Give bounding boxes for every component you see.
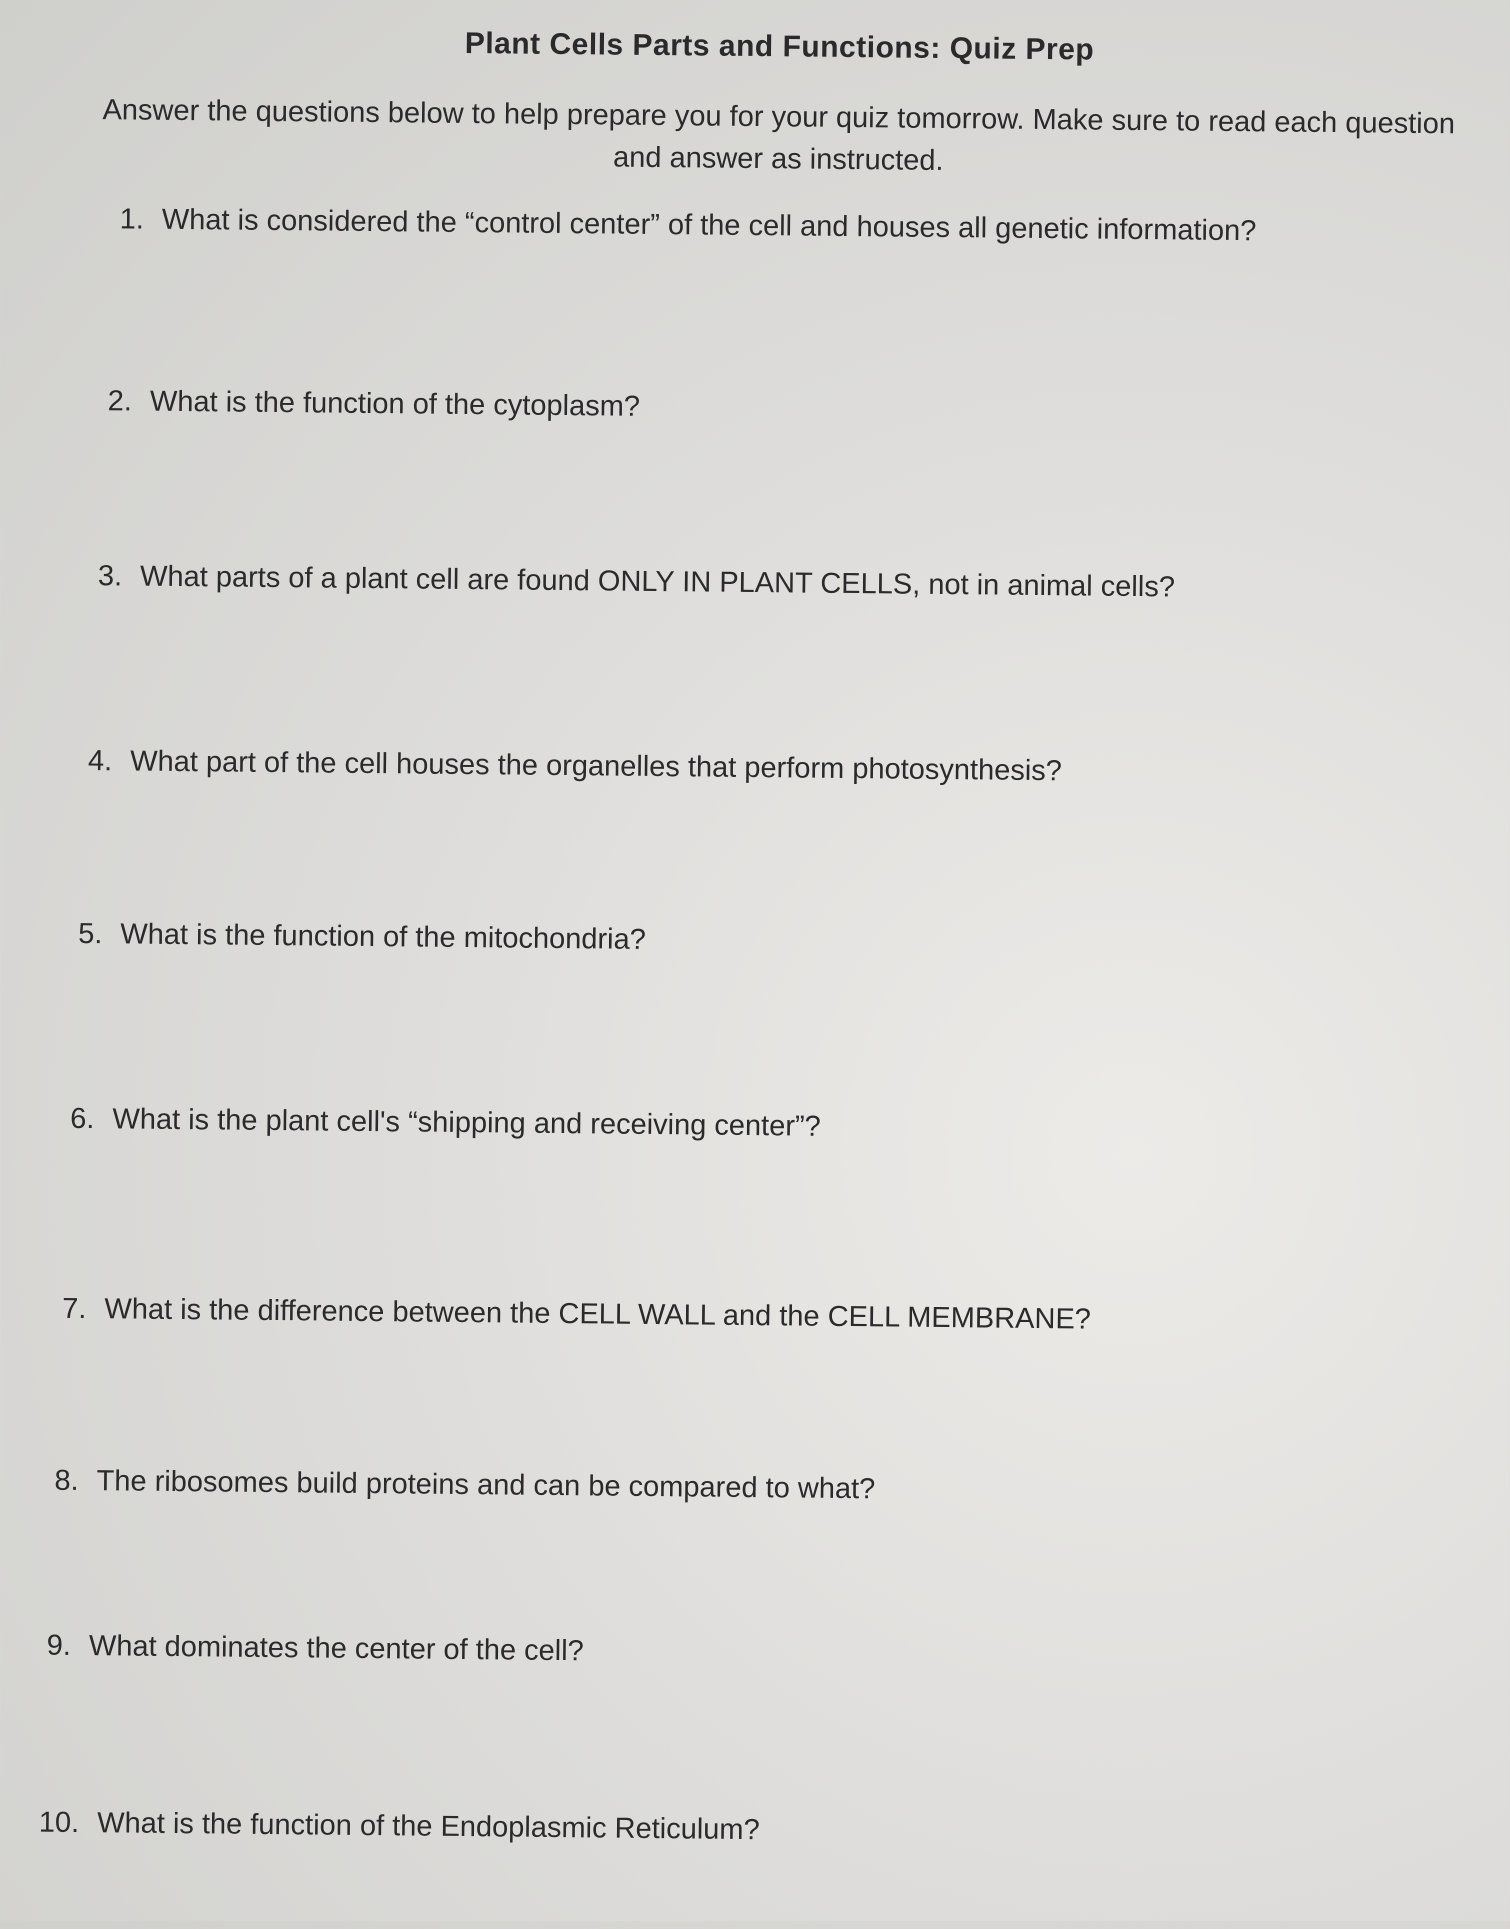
question-text: What is considered the “control center” of the cell and houses all genetic information? xyxy=(161,203,1257,248)
question-number: 5. xyxy=(78,917,103,951)
question-8 xyxy=(54,1465,875,1507)
question-text: What is the function of the mitochondria? xyxy=(120,918,647,956)
question-number: 8. xyxy=(54,1464,79,1497)
question-7 xyxy=(62,1293,1091,1337)
question-number: 10. xyxy=(38,1806,80,1840)
question-number: 2. xyxy=(107,385,133,418)
question-text: What dominates the center of the cell? xyxy=(88,1630,584,1668)
question-5 xyxy=(78,918,646,957)
question-number: 7. xyxy=(62,1292,87,1326)
question-3 xyxy=(98,560,1175,604)
question-9 xyxy=(47,1630,584,1669)
worksheet-title: Plant Cells Parts and Functions: Quiz Prep xyxy=(464,26,1095,67)
question-10 xyxy=(39,1807,760,1848)
question-number: 6. xyxy=(70,1102,95,1136)
question-1 xyxy=(119,203,1256,248)
question-text: What is the function of the cytoplasm? xyxy=(149,385,641,423)
question-text: What parts of a plant cell are found ONLY IN PLANT CELLS, not in animal cells? xyxy=(139,560,1176,604)
question-text: What part of the cell houses the organelles that perform photosynthesis? xyxy=(130,745,1063,788)
question-6 xyxy=(70,1103,821,1144)
question-text: What is the difference between the CELL WALL and the CELL MEMBRANE? xyxy=(104,1293,1092,1336)
question-number: 1. xyxy=(119,203,145,236)
instructions: Answer the questions below to help prepare you for your quiz tomorrow. Make sure to read each question and answer as instructed. xyxy=(102,94,1456,177)
question-4 xyxy=(88,745,1062,788)
question-text: What is the plant cell's “shipping and receiving center”? xyxy=(112,1103,821,1143)
question-number: 3. xyxy=(97,560,123,593)
question-number: 4. xyxy=(87,745,113,778)
question-2 xyxy=(108,385,641,424)
question-text: What is the function of the Endoplasmic Reticulum? xyxy=(97,1807,760,1847)
question-number: 9. xyxy=(46,1629,72,1662)
question-text: The ribosomes build proteins and can be compared to what? xyxy=(96,1465,876,1506)
